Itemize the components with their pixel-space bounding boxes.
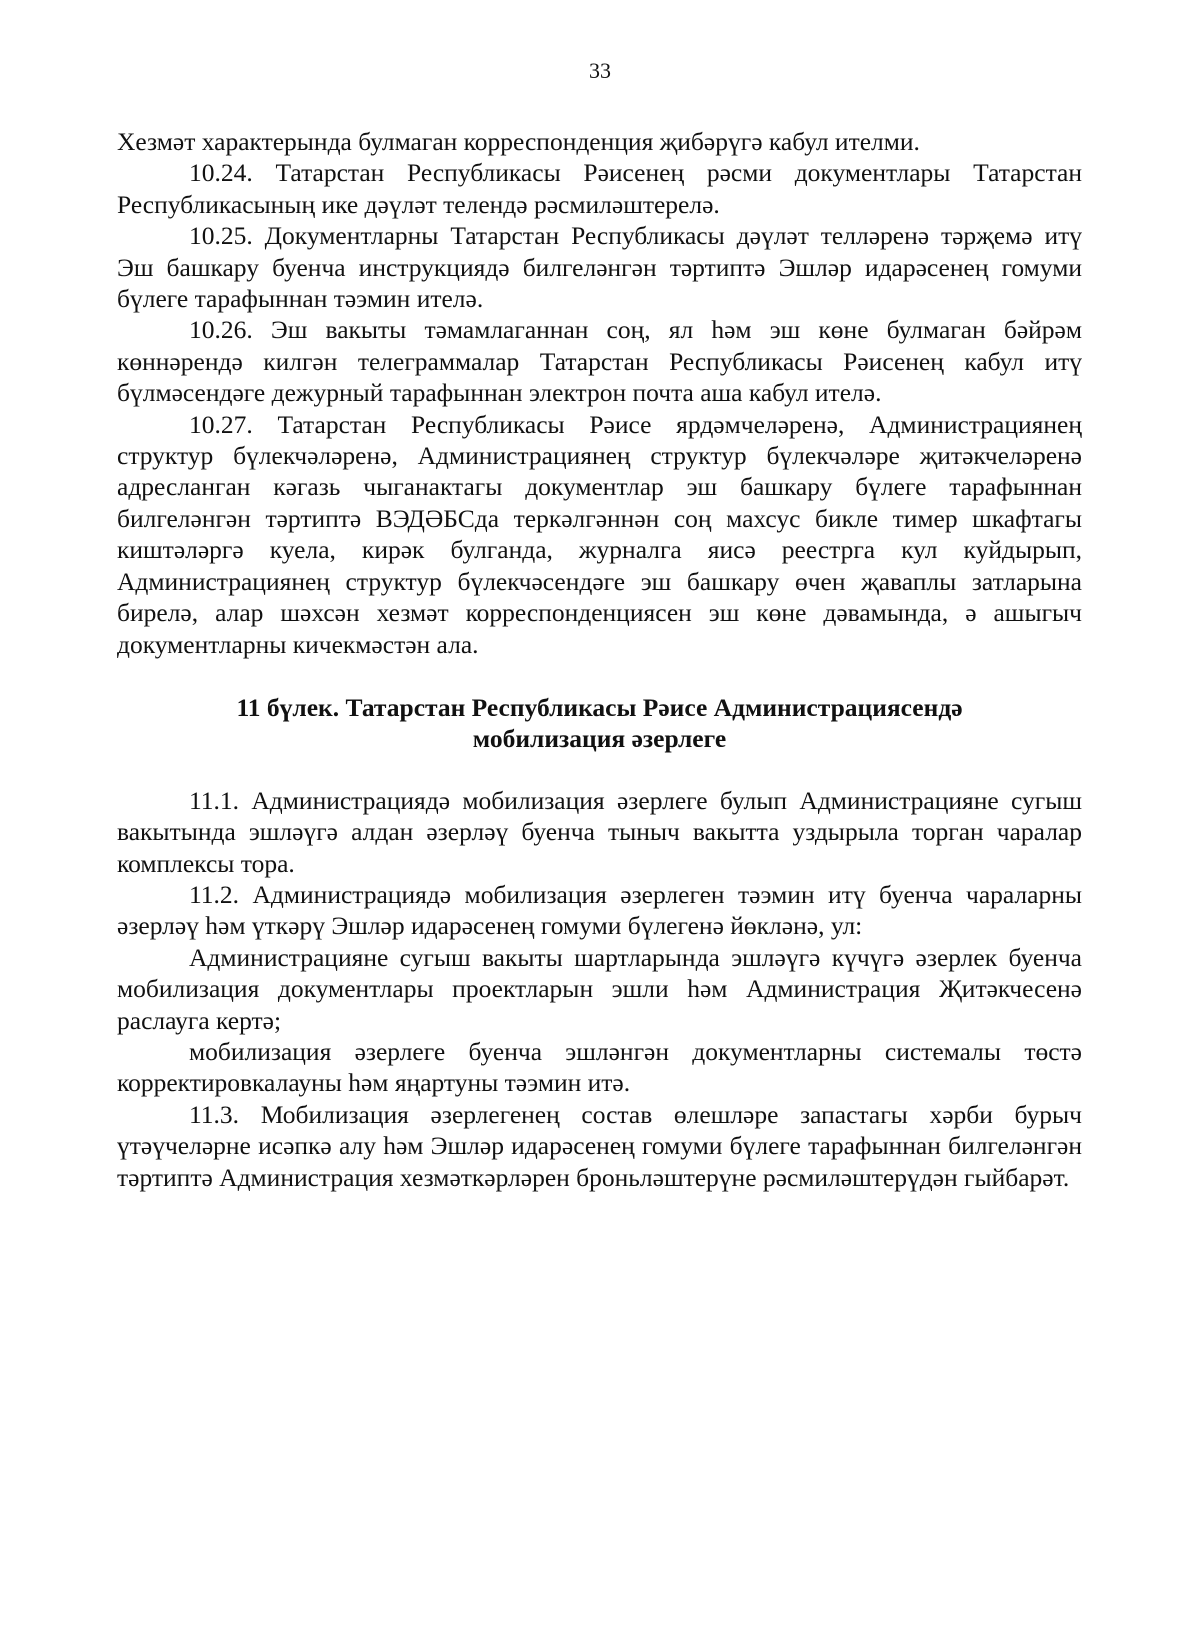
paragraph: Хезмәт характерында булмаган корреспонденция җибәрүгә кабул ителми. [117, 127, 920, 156]
section-heading [117, 692, 1082, 755]
paragraph-11-2: 11.2. Администрациядә мобилизация әзерлеген тәэмин итү буенча чараларны әзерләү һәм үткәрү Эшләр идарәсенең гомуми бүлегенә йөкләнә, ул: [117, 879, 1082, 941]
section-heading-line-1: 11 бүлек. Татарстан Республикасы Рәисе Администрациясендә [236, 692, 963, 722]
paragraph-10-25: 10.25. Документларны Татарстан Республикасы дәүләт телләренә тәрҗемә итү Эш башкару буенча инструкциядә билгеләнгән тәртиптә Эшләр идарәсенең гомуми бүлеге тарафыннан тәэмин ителә. [117, 221, 1082, 314]
paragraph-10-27: 10.27. Татарстан Республикасы Рәисе ярдәмчеләренә, Администрациянең структур бүлекчәләренә, Администрациянең структур бүлекчәләре җитәкчеләренә адресланган кәгазь чыганактагы документлар эш башкару бүлеге тарафыннан билгеләнгән тәртиптә ВЭДӘБСда теркәлгәннән соң махсус бикле тимер шкафтагы киштәләргә куела, кирәк булганда, журналга яисә реестрга кул куйдырып, Администрациянең структур бүлекчәсендәге эш башкару өчен җаваплы затларына бирелә, алар шәхсән хезмәт корреспонденциясен эш көне дәвамында, ә ашыгыч документларны кичекмәстән ала. [117, 409, 1082, 659]
paragraph-10-26: 10.26. Эш вакыты тәмамлаганнан соң, ял һәм эш көне булмаган бәйрәм көннәрендә килгән телеграммалар Татарстан Республикасы Рәисенең кабул итү бүлмәсендәге дежурный тарафыннан электрон почта аша кабул ителә. [117, 315, 1082, 408]
page-number: 33 [589, 58, 611, 83]
section-heading-line-2: мобилизация әзерлеге [472, 724, 727, 754]
document-body [117, 126, 1082, 1193]
paragraph-list-item: мобилизация әзерлеге буенча эшләнгән документларны системалы төстә корректировкалауны һәм яңартуны тәэмин итә. [117, 1036, 1082, 1098]
paragraph-list-item: Администрацияне сугыш вакыты шартларында эшләүгә күчүгә әзерлек буенча мобилизация документлары проектларын эшли һәм Администрация Җитәкчесенә раслауга кертә; [117, 942, 1082, 1035]
paragraph-11-3: 11.3. Мобилизация әзерлегенең состав өлешләре запастагы хәрби бурыч үтәүчеләрне исәпкә алу һәм Эшләр идарәсенең гомуми бүлеге тарафыннан билгеләнгән тәртиптә Администрация хезмәткәрләрен броньләштерүне рәсмиләштерүдән гыйбарәт. [117, 1099, 1082, 1192]
paragraph-10-24: 10.24. Татарстан Республикасы Рәисенең рәсми документлары Татарстан Республикасының ике дәүләт телендә рәсмиләштерелә. [117, 158, 1082, 219]
paragraph-11-1: 11.1. Администрациядә мобилизация әзерлеге булып Администрацияне сугыш вакытында эшләүгә алдан әзерләү буенча тыныч вакытта уздырыла торган чаралар комплексы тора. [117, 785, 1082, 878]
